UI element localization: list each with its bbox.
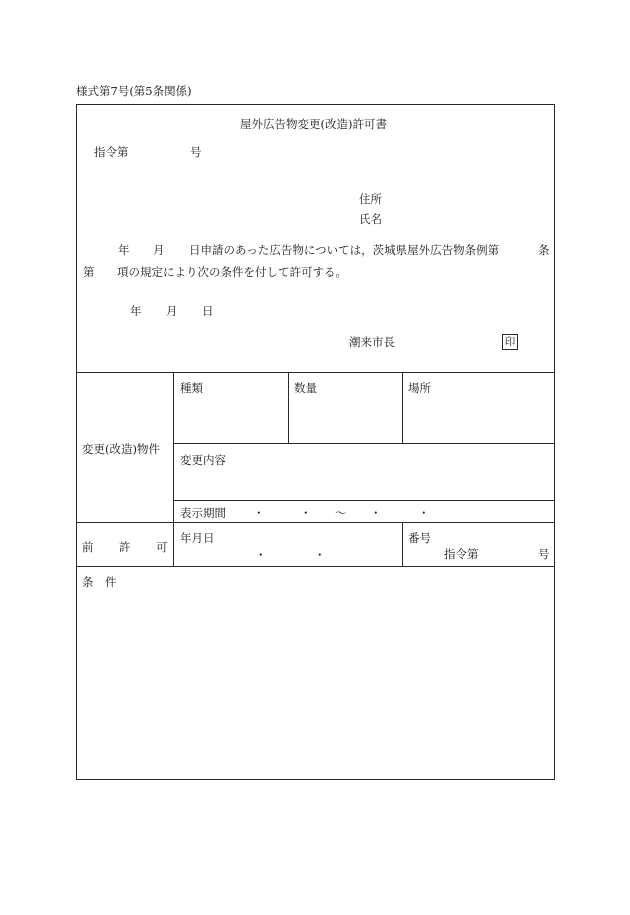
body-month: 月 [153, 243, 165, 257]
quantity-label: 数量 [294, 381, 317, 395]
previous-date-dot-1: ・ [255, 548, 267, 562]
divider-type-row-bottom [173, 443, 555, 444]
body-year: 年 [118, 243, 130, 257]
order-number-prefix: 指令第 [94, 145, 129, 159]
display-period-row [0, 505, 630, 521]
order-number-suffix: 号 [190, 145, 202, 159]
previous-permit-char-2: 許 [119, 540, 131, 554]
period-dot-4: ・ [418, 506, 430, 520]
divider-previous-bottom [76, 566, 555, 567]
previous-permit-char-3: 可 [156, 540, 168, 554]
body-article: 条 [538, 243, 550, 257]
divider-change-row-bottom [173, 500, 555, 501]
issuer-name: 潮来市長 [349, 335, 395, 349]
previous-date-label: 年月日 [180, 531, 215, 545]
issue-month: 月 [166, 304, 178, 318]
previous-number-label: 番号 [408, 531, 431, 545]
body-second-text: 項の規定により次の条件を付して許可する。 [117, 265, 347, 279]
body-line-2 [0, 264, 630, 280]
issue-day: 日 [202, 304, 214, 318]
seal-mark: 印 [502, 334, 518, 350]
form-title: 屋外広告物変更(改造)許可書 [240, 117, 387, 131]
conditions-char-1: 条 [82, 575, 94, 589]
previous-date-dot-2: ・ [314, 548, 326, 562]
body-main-text: 日申請のあった広告物については，茨城県屋外広告物条例第 [189, 243, 500, 257]
location-label: 場所 [408, 381, 431, 395]
conditions-label [0, 574, 630, 590]
issue-year: 年 [130, 304, 142, 318]
change-content-label: 変更内容 [180, 453, 226, 467]
address-label: 住所 [359, 192, 382, 206]
divider-type-quantity [288, 372, 289, 444]
name-label: 氏名 [359, 212, 382, 226]
previous-number-suffix: 号 [538, 547, 550, 561]
period-dot-1: ・ [253, 506, 265, 520]
period-dot-2: ・ [300, 506, 312, 520]
divider-object-bottom [76, 522, 555, 523]
previous-number-prefix: 指令第 [444, 547, 479, 561]
object-section-label: 変更(改造)物件 [82, 442, 160, 456]
period-tilde: ～ [335, 506, 347, 520]
display-period-label: 表示期間 [180, 506, 226, 520]
body-no: 第 [83, 265, 95, 279]
conditions-char-2: 件 [105, 575, 117, 589]
body-line-1 [0, 242, 630, 258]
divider-quantity-location [402, 372, 403, 444]
type-label: 種類 [180, 381, 203, 395]
form-reference: 様式第7号(第5条関係) [76, 84, 192, 98]
previous-permit-char-1: 前 [82, 540, 94, 554]
period-dot-3: ・ [370, 506, 382, 520]
issue-date [0, 303, 630, 319]
divider-label-column [173, 372, 174, 567]
divider-header-bottom [76, 372, 555, 373]
previous-number-values [0, 546, 630, 562]
